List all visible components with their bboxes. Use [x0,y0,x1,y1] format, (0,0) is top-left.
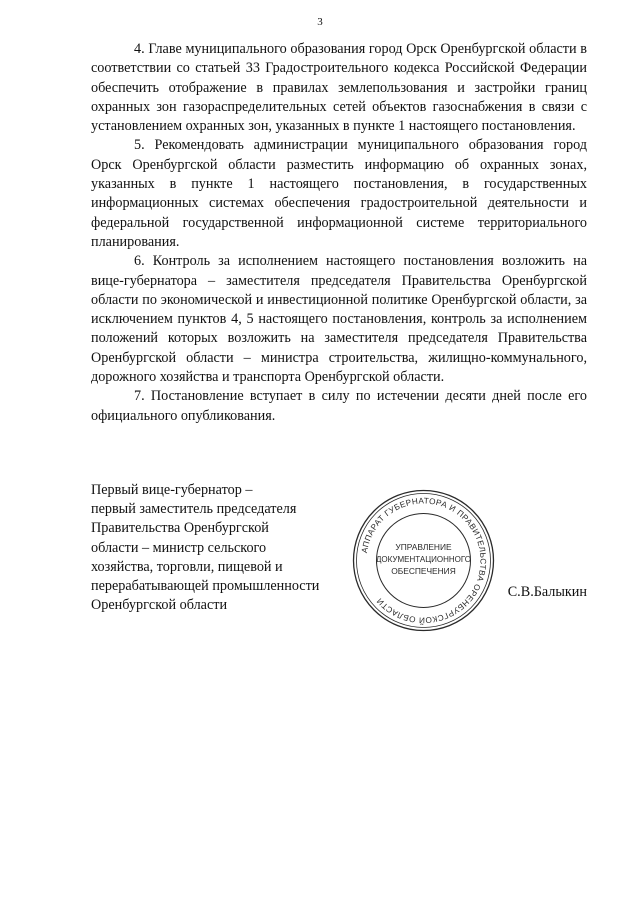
paragraph-4: 4. Главе муниципального образования город Орск Оренбургской области в соответствии со статьей 33 Градостроительного кодекса Российской Федерации обеспечить отображение в правилах землепользования и застройки границ охранных зон газораспределительных сетей объектов газоснабжения в связи с установлением охранных зон, указанных в пункте 1 настоящего постановления. [91,41,587,135]
signer-title: Первый вице-губернатор – первый заместитель председателя Правительства Оренбургской области – министр сельского хозяйства, торговли, пищевой и перерабатывающей промышленности Оренбургской области [91,482,320,614]
paragraph-6: 6. Контроль за исполнением настоящего постановления возложить на вице-губернатора – заместителя председателя Правительства Оренбургской области по экономической и инвестиционной политике Оренбургской области, за исключением пунктов 4, 5 настоящего постановления, контроль за исполнением положений которых возложить на заместителя председателя Правительства Оренбургской области – министра строительства, жилищно-коммунального, дорожного хозяйства и транспорта Оренбургской области. [91,253,587,386]
paragraph-7: 7. Постановление вступает в силу по истечении десяти дней после его официального опубликования. [91,388,587,424]
page-number: 3 [317,16,323,28]
seal-center-line-1: УПРАВЛЕНИЕ [395,542,452,552]
official-seal-stamp [351,488,496,633]
document-body [91,40,587,426]
seal-center-line-2: ДОКУМЕНТАЦИОННОГО [376,555,471,564]
signature-block [91,481,587,614]
signer-name: С.В.Балыкин [507,584,587,600]
seal-graphic [351,488,496,633]
seal-ring-text: АППАРАТ ГУБЕРНАТОРА И ПРАВИТЕЛЬСТВА ОРЕНБУРГСКОЙ ОБЛАСТИ [359,496,488,625]
paragraph-5: 5. Рекомендовать администрации муниципального образования город Орск Оренбургской области разместить информацию об охранных зонах, указанных в пункте 1 настоящего постановления, в государственных информационных системах обеспечения градостроительной деятельности и федеральной государственной информационной системе территориального планирования. [91,137,587,250]
seal-center-line-3: ОБЕСПЕЧЕНИЯ [391,566,456,576]
